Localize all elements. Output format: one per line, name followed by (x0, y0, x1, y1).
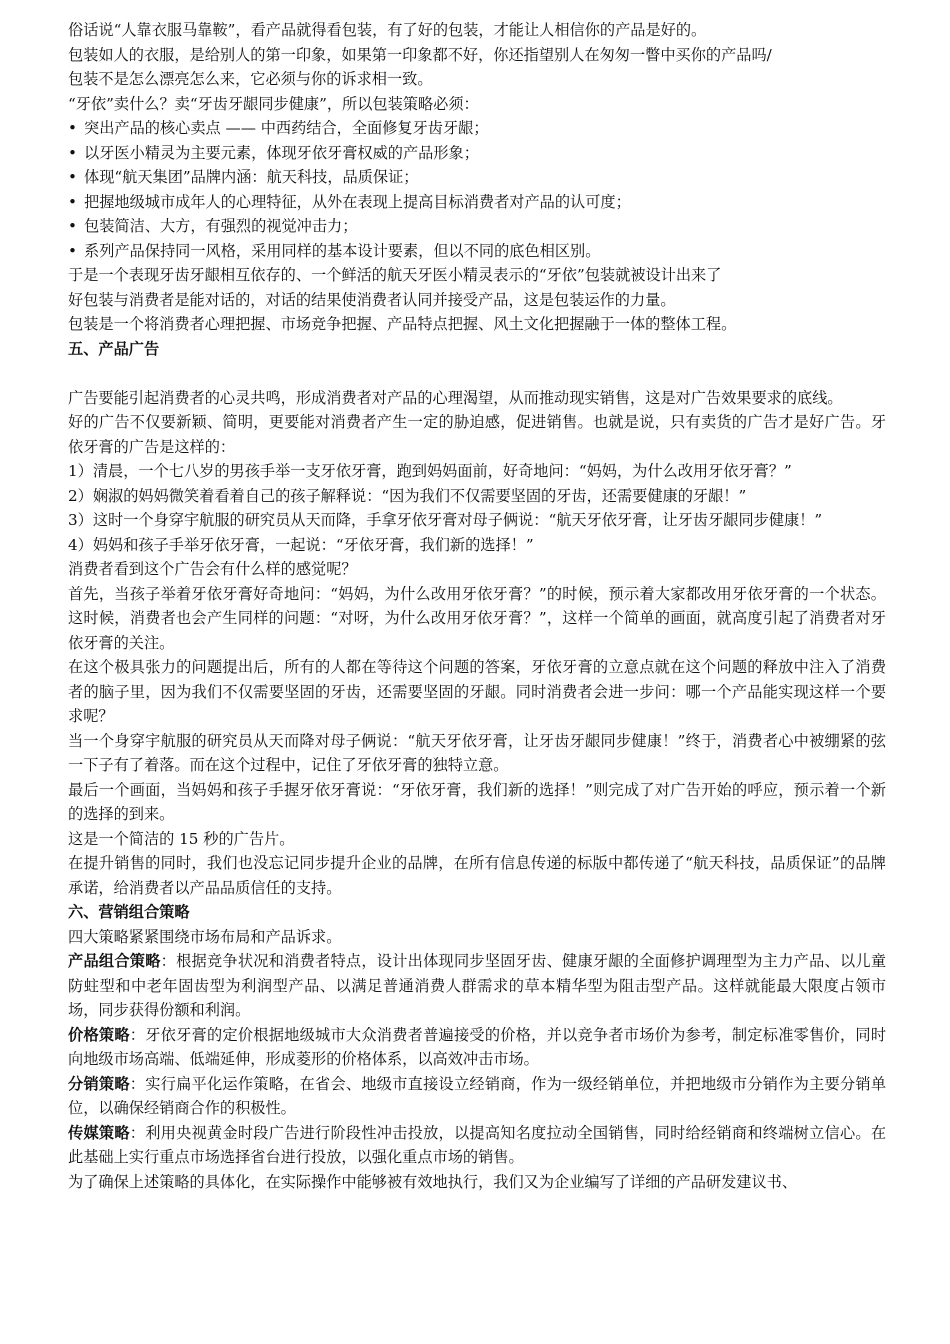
document-page (68, 18, 886, 1194)
paragraph: 为了确保上述策略的具体化，在实际操作中能够被有效地执行，我们又为企业编写了详细的产品研发建议书、 (68, 1172, 797, 1191)
packaging-bullet (68, 165, 886, 190)
paragraph: 消费者看到这个广告会有什么样的感觉呢？ (68, 560, 357, 578)
strategy-label: 产品组合策略 (68, 952, 161, 970)
strategy-paragraph (68, 1072, 886, 1121)
ad-scene: 1）清晨，一个七八岁的男孩手举一支牙依牙膏，跑到妈妈面前，好奇地问：“妈妈，为什么改用牙依牙膏？” (68, 462, 792, 480)
strategy-paragraph (68, 1023, 886, 1072)
packaging-line: 于是一个表现牙齿牙龈相互依存的、一个鲜活的航天牙医小精灵表示的“牙依”包装就被设计出来了 (68, 266, 722, 284)
ad-scene: 2）娴淑的妈妈微笑着看着自己的孩子解释说：“因为我们不仅需要坚固的牙齿，还需要健康的牙龈！” (68, 486, 747, 505)
packaging-line: 俗话说“人靠衣服马靠鞍”，看产品就得看包装，有了好的包装，才能让人相信你的产品是好的。 (68, 21, 707, 39)
bullet-icon: • (68, 192, 77, 211)
bullet-icon: • (68, 217, 77, 235)
bullet-text: 以牙医小精灵为主要元素，体现牙依牙膏权威的产品形象； (84, 143, 479, 162)
packaging-bullet (68, 141, 886, 166)
strategy-label: 价格策略 (68, 1025, 130, 1044)
section-heading: 五、产品广告 (68, 339, 160, 358)
bullet-icon: • (68, 143, 77, 162)
strategy-paragraph (68, 1121, 886, 1170)
paragraph: 最后一个画面，当妈妈和孩子手握牙依牙膏说：“牙依牙膏，我们新的选择！”则完成了对广告开始的呼应，预示着一个新的选择的到来。 (68, 780, 886, 823)
bullet-text: 包装简洁、大方，有强烈的视觉冲击力； (84, 217, 358, 235)
ad-scene: 3）这时一个身穿宇航服的研究员从天而降，手拿牙依牙膏对母子俩说：“航天牙依牙膏，让牙齿牙龈同步健康！” (68, 511, 823, 529)
bullet-text: 系列产品保持同一风格，采用同样的基本设计要素，但以不同的底色相区别。 (84, 241, 601, 260)
packaging-bullet (68, 214, 886, 239)
strategy-text: ：根据竞争状况和消费者特点，设计出体现同步坚固牙齿、健康牙龈的全面修护调理型为主力产品、以儿童防蛀型和中老年固齿型为利润型产品、以满足普通消费人群需求的草本精华型为阻击型产品。这样就能最大限度占领市场，同步获得份额和利润。 (68, 952, 887, 1019)
packaging-line: 好包装与消费者是能对话的，对话的结果使消费者认同并接受产品，这是包装运作的力量。 (68, 290, 676, 309)
bullet-text: 体现“航天集团”品牌内涵：航天科技，品质保证； (84, 168, 419, 186)
packaging-line: 包装是一个将消费者心理把握、市场竞争把握、产品特点把握、风土文化把握融于一体的整体工程。 (68, 315, 737, 333)
strategy-text: ：实行扁平化运作策略，在省会、地级市直接设立经销商，作为一级经销单位，并把地级市分销作为主要分销单位，以确保经销商合作的积极性。 (68, 1074, 887, 1117)
paragraph: 在这个极具张力的问题提出后，所有的人都在等待这个问题的答案，牙依牙膏的立意点就在这个问题的释放中注入了消费者的脑子里，因为我们不仅需要坚固的牙齿，还需要坚固的牙龈。同时消费者会进一步问：哪一个产品能实现这样一个要求呢？ (68, 658, 886, 725)
packaging-line: 包装不是怎么漂亮怎么来，它必须与你的诉求相一致。 (68, 70, 433, 88)
strategy-label: 传媒策略 (68, 1123, 130, 1142)
packaging-bullet (68, 116, 886, 141)
paragraph: 在提升销售的同时，我们也没忘记同步提升企业的品牌，在所有信息传递的标版中都传递了“航天科技，品质保证”的品牌承诺，给消费者以产品品质信任的支持。 (68, 854, 886, 897)
ad-scene: 4）妈妈和孩子手举牙依牙膏，一起说：“牙依牙膏，我们新的选择！” (68, 535, 534, 554)
bullet-text: 把握地级城市成年人的心理特征，从外在表现上提高目标消费者对产品的认可度； (84, 192, 631, 211)
packaging-bullet (68, 190, 886, 215)
bullet-icon: • (68, 168, 77, 186)
strategy-text: ：牙依牙膏的定价根据地级城市大众消费者普遍接受的价格，并以竞争者市场价为参考，制定标准零售价，同时向地级市场高端、低端延伸，形成菱形的价格体系，以高效冲击市场。 (68, 1025, 887, 1068)
paragraph: 当一个身穿宇航服的研究员从天而降对母子俩说：“航天牙依牙膏，让牙齿牙龈同步健康！”终于，消费者心中被绷紧的弦一下子有了着落。而在这个过程中，记住了牙依牙膏的独特立意。 (68, 731, 886, 774)
paragraph: 首先，当孩子举着牙依牙膏好奇地问：“妈妈，为什么改用牙依牙膏？”的时候，预示着大家都改用牙依牙膏的一个状态。这时候，消费者也会产生同样的问题：“对呀，为什么改用牙依牙膏？”，这样一个简单的画面，就高度引起了消费者对牙依牙膏的关注。 (68, 584, 886, 652)
strategy-paragraph (68, 949, 886, 1023)
strategy-text: ：利用央视黄金时段广告进行阶段性冲击投放，以提高知名度拉动全国销售，同时给经销商和终端树立信心。在此基础上实行重点市场选择省台进行投放，以强化重点市场的销售。 (68, 1123, 887, 1166)
section-heading: 六、营销组合策略 (68, 903, 190, 921)
packaging-line: “牙依”卖什么？卖“牙齿牙龈同步健康”，所以包装策略必须： (68, 94, 479, 113)
bullet-icon: • (68, 241, 77, 260)
strategy-label: 分销策略 (68, 1074, 130, 1093)
packaging-bullet (68, 239, 886, 264)
paragraph: 好的广告不仅要新颖、简明，更要能对消费者产生一定的胁迫感，促进销售。也就是说，只有卖货的广告才是好广告。牙依牙膏的广告是这样的： (68, 413, 886, 456)
paragraph: 广告要能引起消费者的心灵共鸣，形成消费者对产品的心理渴望，从而推动现实销售，这是对广告效果要求的底线。 (68, 388, 843, 407)
bullet-icon: • (68, 119, 77, 137)
packaging-line: 包装如人的衣服，是给别人的第一印象，如果第一印象都不好，你还指望别人在匆匆一瞥中买你的产品吗/ (68, 45, 772, 64)
blank-line (68, 361, 886, 386)
paragraph: 这是一个简洁的 15 秒的广告片。 (68, 829, 295, 848)
bullet-text: 突出产品的核心卖点 —— 中西药结合，全面修复牙齿牙龈； (84, 119, 489, 137)
paragraph: 四大策略紧紧围绕市场布局和产品诉求。 (68, 927, 342, 946)
